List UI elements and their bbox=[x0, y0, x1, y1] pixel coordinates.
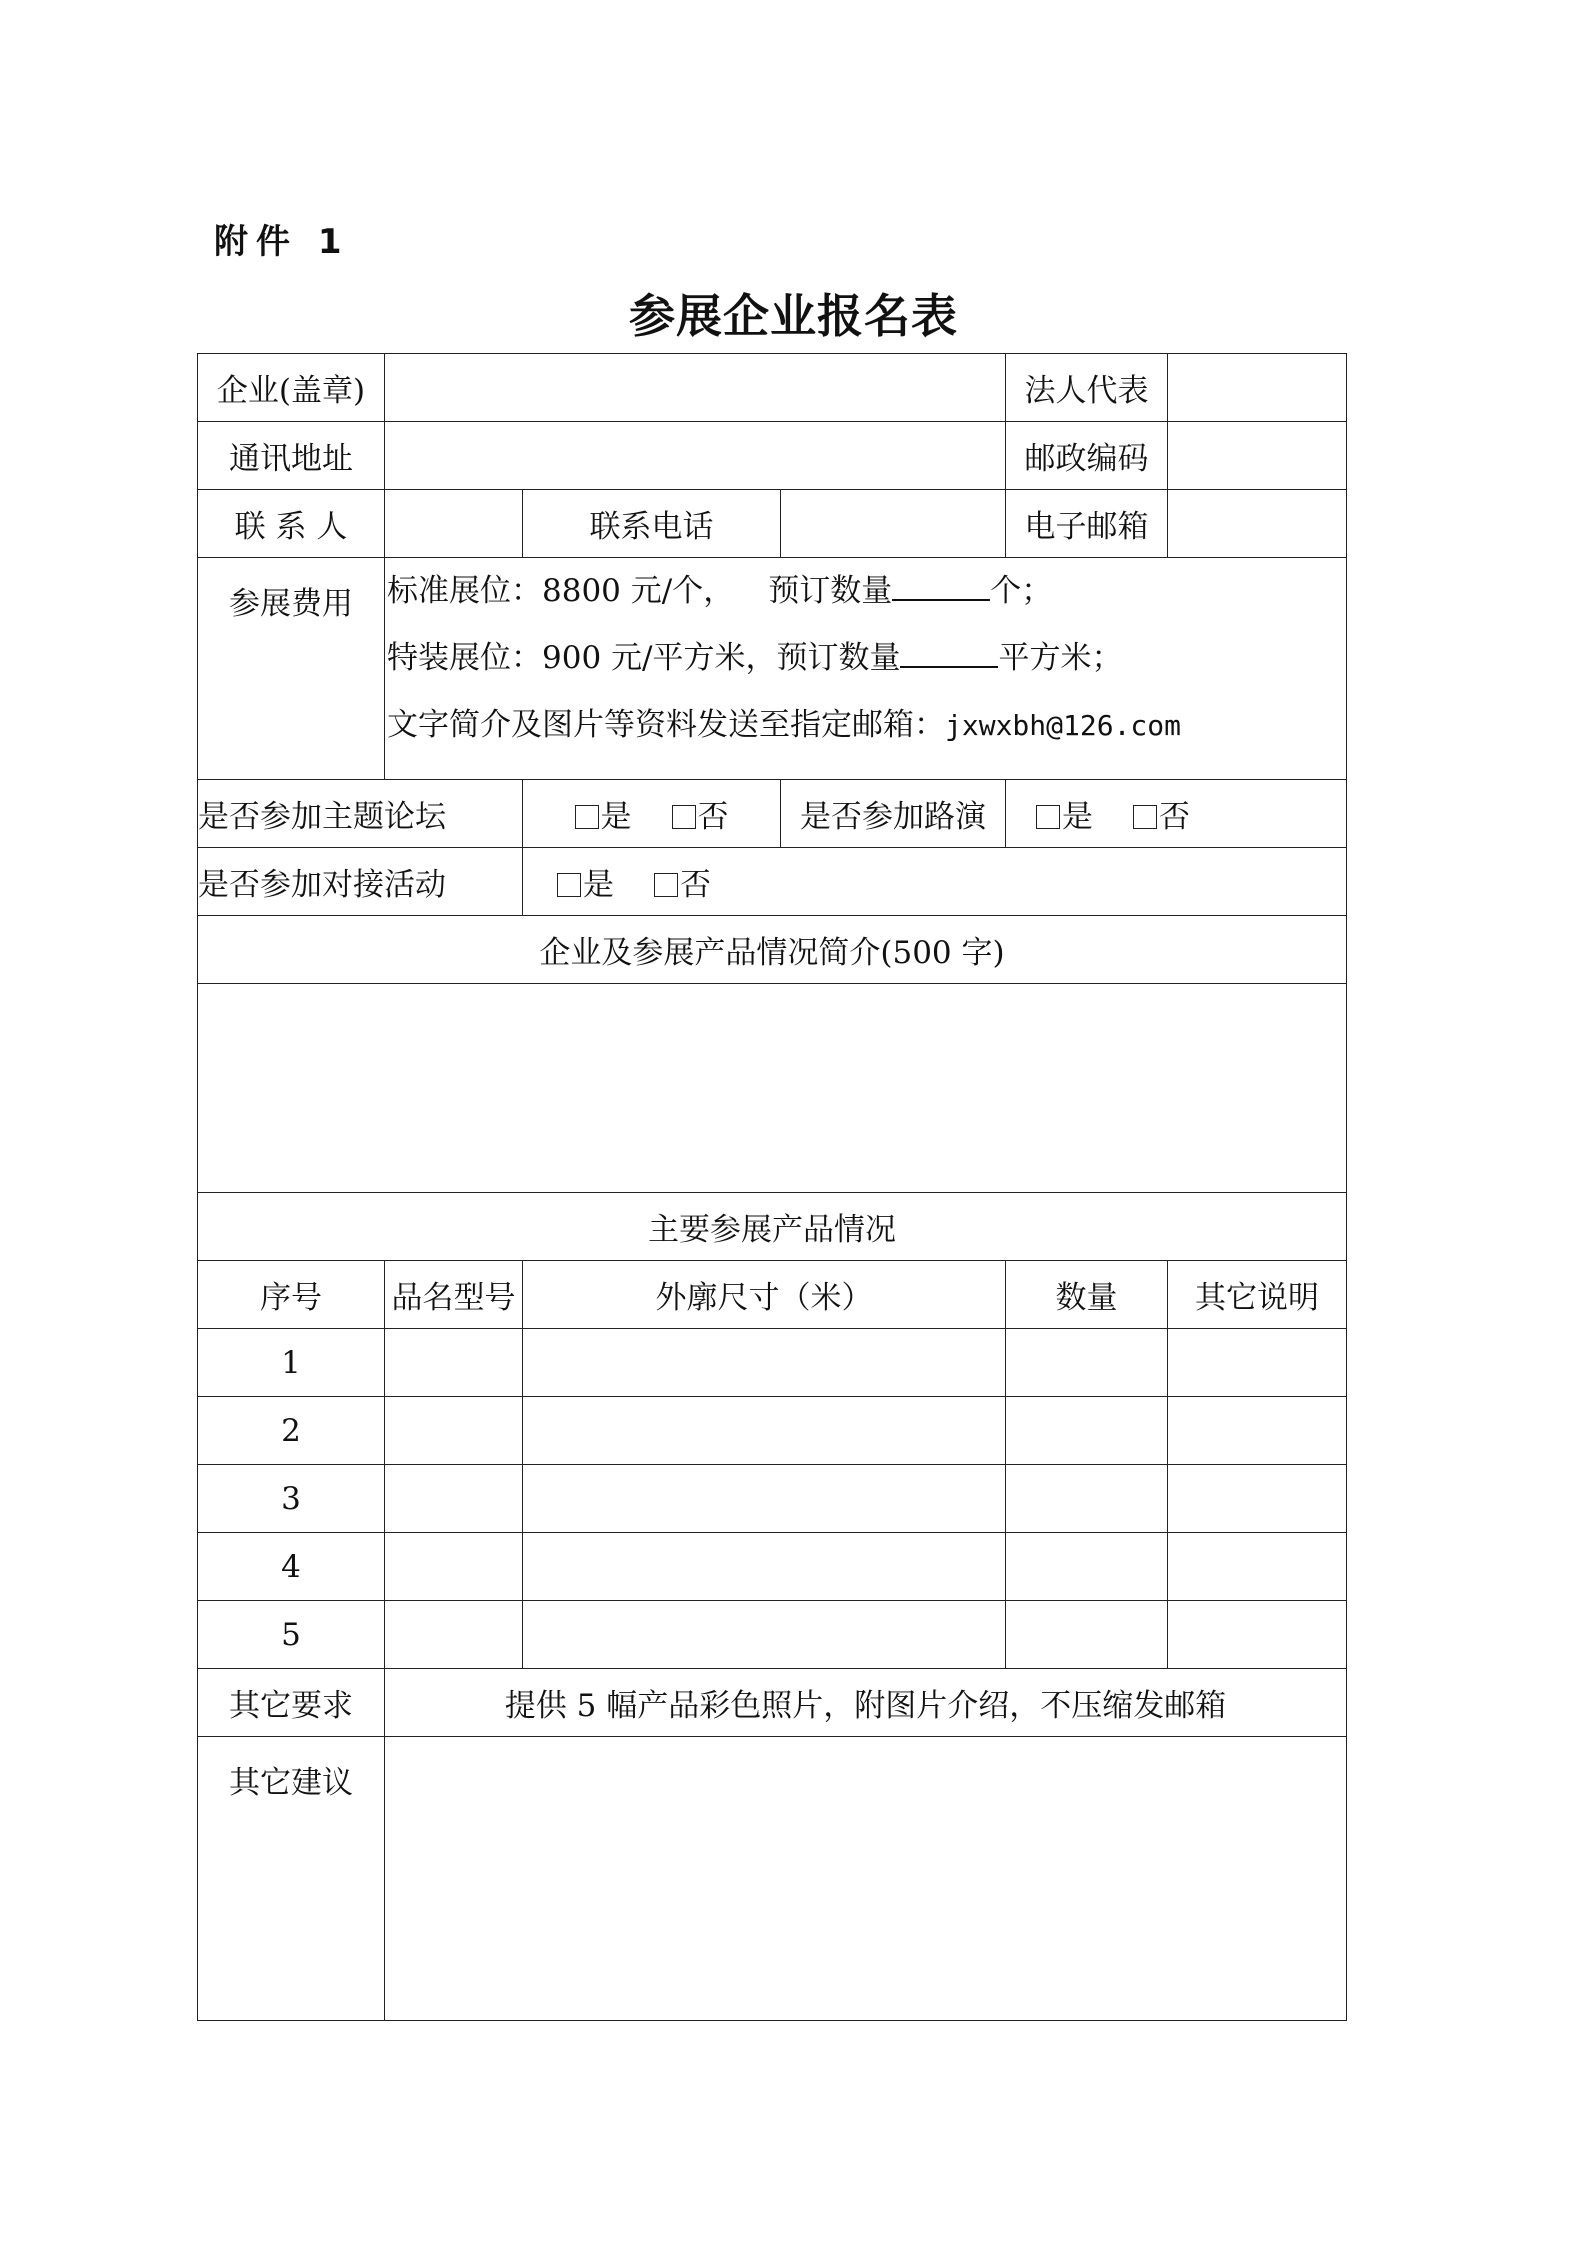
row-index: 5 bbox=[198, 1601, 385, 1669]
notes-cell[interactable] bbox=[1168, 1397, 1347, 1465]
fee-special-price: 特装展位：900 元/平方米， bbox=[387, 640, 777, 676]
other-suggest-field[interactable] bbox=[385, 1737, 1347, 2021]
table-row bbox=[198, 1329, 1347, 1397]
forum-options bbox=[523, 780, 781, 848]
model-cell[interactable] bbox=[385, 1397, 523, 1465]
fee-standard-qty-label: 预订数量 bbox=[768, 573, 893, 609]
row-index: 1 bbox=[198, 1329, 385, 1397]
matchmaking-yes-checkbox[interactable] bbox=[557, 873, 581, 897]
fee-email-text: 文字简介及图片等资料发送至指定邮箱： bbox=[387, 707, 945, 743]
row-intro-header bbox=[198, 916, 1347, 984]
postcode-field[interactable] bbox=[1168, 422, 1347, 490]
col-header-model: 品名型号 bbox=[385, 1261, 523, 1329]
other-req-label: 其它要求 bbox=[198, 1669, 385, 1737]
annex-label: 附件 1 bbox=[214, 222, 350, 262]
table-row bbox=[198, 1465, 1347, 1533]
registration-form bbox=[197, 353, 1347, 2021]
dimensions-cell[interactable] bbox=[523, 1533, 1006, 1601]
quantity-cell[interactable] bbox=[1006, 1329, 1168, 1397]
model-cell[interactable] bbox=[385, 1601, 523, 1669]
row-other-requirements bbox=[198, 1669, 1347, 1737]
matchmaking-no-label: 否 bbox=[680, 867, 711, 903]
legal-rep-field[interactable] bbox=[1168, 354, 1347, 422]
col-header-quantity: 数量 bbox=[1006, 1261, 1168, 1329]
forum-no-label: 否 bbox=[697, 799, 729, 835]
dimensions-cell[interactable] bbox=[523, 1329, 1006, 1397]
fee-label: 参展费用 bbox=[198, 558, 385, 780]
phone-label: 联系电话 bbox=[523, 490, 781, 558]
fee-special-qty-label: 预订数量 bbox=[776, 640, 901, 676]
legal-rep-label: 法人代表 bbox=[1006, 354, 1168, 422]
roadshow-label: 是否参加路演 bbox=[781, 780, 1006, 848]
dimensions-cell[interactable] bbox=[523, 1397, 1006, 1465]
model-cell[interactable] bbox=[385, 1533, 523, 1601]
roadshow-options bbox=[1006, 780, 1347, 848]
products-header: 主要参展产品情况 bbox=[198, 1193, 1347, 1261]
fee-special-qty-blank[interactable] bbox=[900, 636, 998, 668]
roadshow-yes-checkbox[interactable] bbox=[1036, 805, 1060, 829]
email-label: 电子邮箱 bbox=[1006, 490, 1168, 558]
contact-label: 联 系 人 bbox=[198, 490, 385, 558]
roadshow-no-checkbox[interactable] bbox=[1133, 805, 1157, 829]
row-company bbox=[198, 354, 1347, 422]
row-index: 2 bbox=[198, 1397, 385, 1465]
fee-standard-price: 标准展位：8800 元/个， bbox=[387, 573, 735, 609]
fee-standard-line bbox=[385, 558, 1346, 625]
fee-standard-qty-blank[interactable] bbox=[892, 569, 990, 601]
row-forum bbox=[198, 780, 1347, 848]
matchmaking-options bbox=[523, 848, 1347, 916]
row-products-header bbox=[198, 1193, 1347, 1261]
quantity-cell[interactable] bbox=[1006, 1601, 1168, 1669]
company-label: 企业(盖章) bbox=[198, 354, 385, 422]
notes-cell[interactable] bbox=[1168, 1533, 1347, 1601]
fee-details bbox=[385, 558, 1347, 780]
products-column-headers bbox=[198, 1261, 1347, 1329]
row-fee bbox=[198, 558, 1347, 780]
quantity-cell[interactable] bbox=[1006, 1465, 1168, 1533]
row-contact bbox=[198, 490, 1347, 558]
form-title: 参展企业报名表 bbox=[629, 289, 958, 343]
address-label: 通讯地址 bbox=[198, 422, 385, 490]
quantity-cell[interactable] bbox=[1006, 1533, 1168, 1601]
intro-field[interactable] bbox=[198, 984, 1347, 1193]
fee-email-address: jxwxbh@126.com bbox=[945, 709, 1182, 742]
other-suggest-label: 其它建议 bbox=[198, 1737, 385, 2021]
table-row bbox=[198, 1601, 1347, 1669]
forum-label: 是否参加主题论坛 bbox=[198, 780, 523, 848]
row-index: 3 bbox=[198, 1465, 385, 1533]
row-intro-body bbox=[198, 984, 1347, 1193]
matchmaking-label: 是否参加对接活动 bbox=[198, 848, 523, 916]
table-row bbox=[198, 1533, 1347, 1601]
matchmaking-yes-label: 是 bbox=[583, 867, 614, 903]
forum-yes-label: 是 bbox=[600, 799, 632, 835]
quantity-cell[interactable] bbox=[1006, 1397, 1168, 1465]
notes-cell[interactable] bbox=[1168, 1465, 1347, 1533]
col-header-dimensions: 外廓尺寸（米） bbox=[523, 1261, 1006, 1329]
postcode-label: 邮政编码 bbox=[1006, 422, 1168, 490]
row-matchmaking bbox=[198, 848, 1347, 916]
matchmaking-no-checkbox[interactable] bbox=[654, 873, 678, 897]
row-address bbox=[198, 422, 1347, 490]
col-header-index: 序号 bbox=[198, 1261, 385, 1329]
phone-field[interactable] bbox=[781, 490, 1006, 558]
forum-no-checkbox[interactable] bbox=[672, 805, 696, 829]
row-other-suggestions bbox=[198, 1737, 1347, 2021]
notes-cell[interactable] bbox=[1168, 1329, 1347, 1397]
other-req-text: 提供 5 幅产品彩色照片，附图片介绍，不压缩发邮箱 bbox=[385, 1669, 1347, 1737]
dimensions-cell[interactable] bbox=[523, 1601, 1006, 1669]
fee-email-line bbox=[385, 692, 1346, 759]
contact-field[interactable] bbox=[385, 490, 523, 558]
email-field[interactable] bbox=[1168, 490, 1347, 558]
notes-cell[interactable] bbox=[1168, 1601, 1347, 1669]
address-field[interactable] bbox=[385, 422, 1006, 490]
col-header-notes: 其它说明 bbox=[1168, 1261, 1347, 1329]
roadshow-no-label: 否 bbox=[1159, 799, 1191, 835]
dimensions-cell[interactable] bbox=[523, 1465, 1006, 1533]
row-index: 4 bbox=[198, 1533, 385, 1601]
intro-header: 企业及参展产品情况简介(500 字) bbox=[198, 916, 1347, 984]
model-cell[interactable] bbox=[385, 1329, 523, 1397]
fee-standard-unit: 个； bbox=[990, 573, 1053, 609]
roadshow-yes-label: 是 bbox=[1062, 799, 1094, 835]
company-field[interactable] bbox=[385, 354, 1006, 422]
fee-special-unit: 平方米； bbox=[998, 640, 1123, 676]
table-row bbox=[198, 1397, 1347, 1465]
model-cell[interactable] bbox=[385, 1465, 523, 1533]
forum-yes-checkbox[interactable] bbox=[575, 805, 599, 829]
fee-special-line bbox=[385, 625, 1346, 692]
